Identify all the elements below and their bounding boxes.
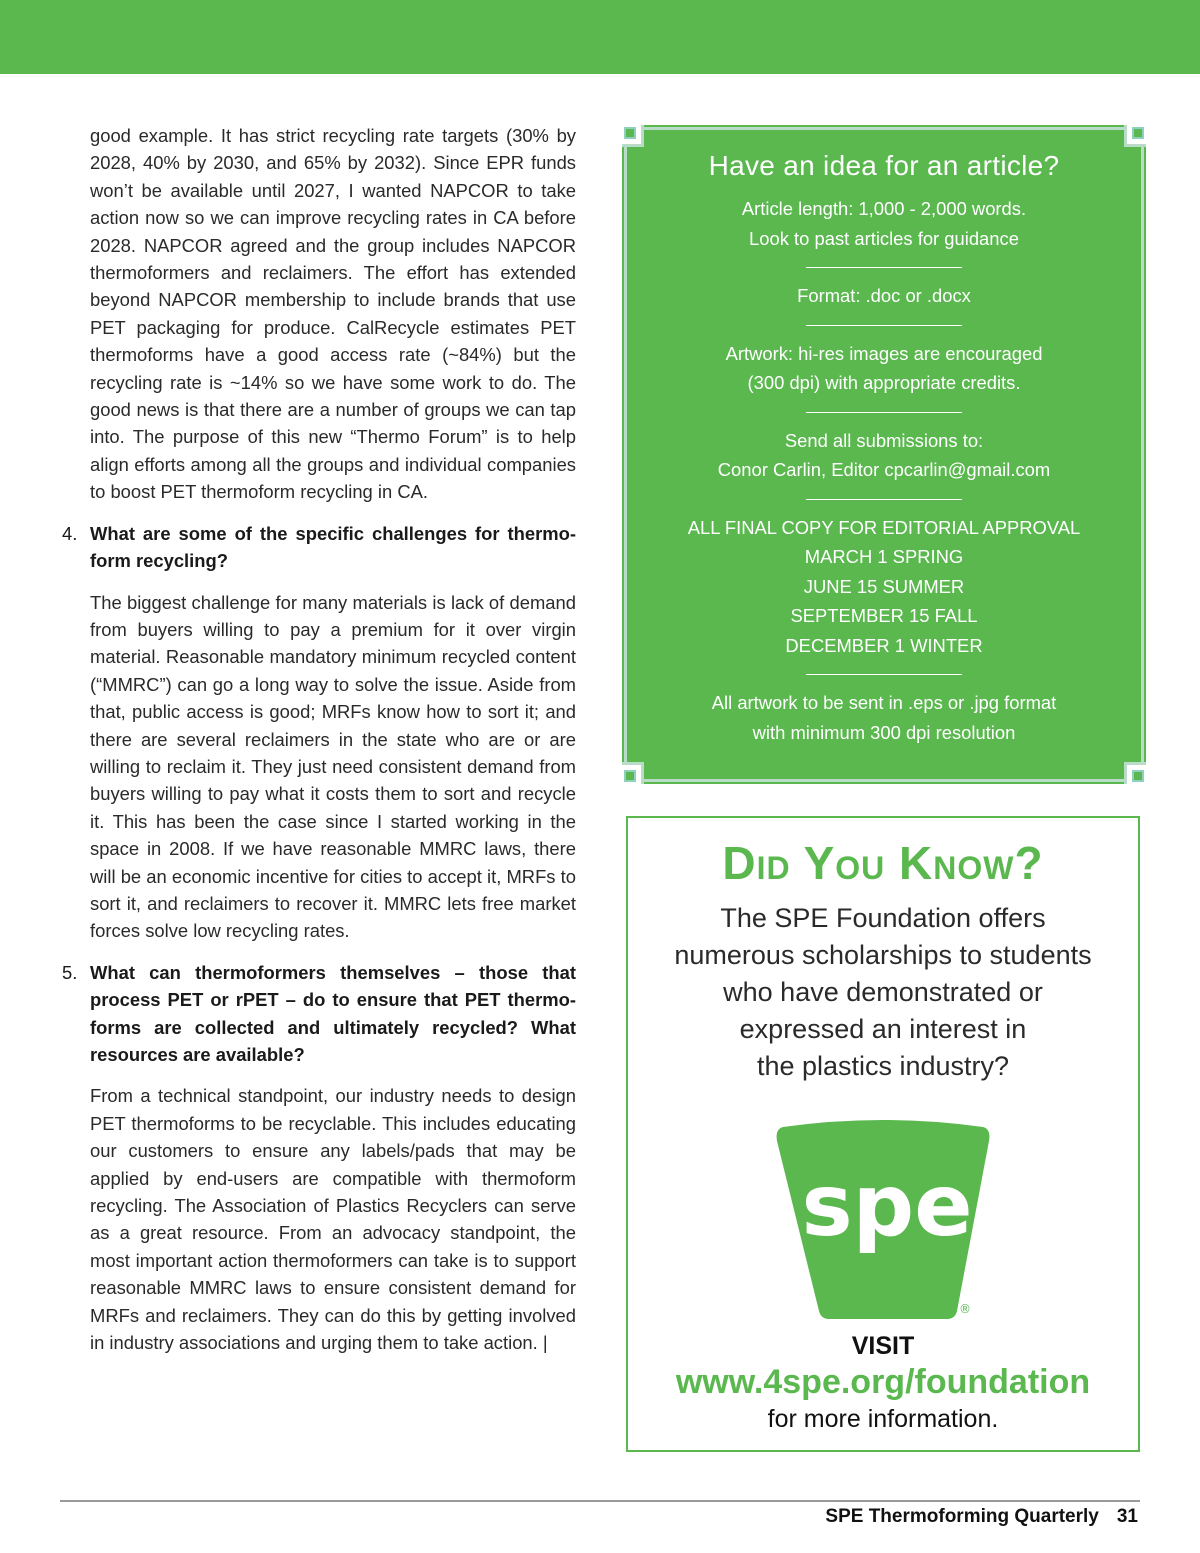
frame-corner-bottom-right [1124,762,1146,784]
article-guidance-line: Look to past articles for guidance [749,227,1019,249]
deadline-fall: SEPTEMBER 15 FALL [790,605,978,626]
body-line: expressed an interest in [739,1014,1027,1044]
question-5-number: 5. [62,961,78,983]
answer-4-paragraph: The biggest challenge for many materials is lack of demand from buyers willing to pay a premium for it over virgin material. Reasonable mandatory minimum recycled content (“MMRC”) can go a long way to solve the issue. Aside from that, public access is good; MRFs know how to sort it; and there are several reclaimers in the state who are or are willing to reclaim it. They just need consistent demand from buyers willing to pay what it costs them to sort and recycle it. This has been the case since I started working in the space in 2008. If we have reasonable MMRC laws, there will be an economic incentive for cities to accept it, MRFs to sort it, and reclaimers to recover it. MMRC lets free market forces solve low recycling rates. [90,591,576,942]
body-line: The SPE Foundation offers [720,903,1046,933]
divider [806,267,962,268]
editor-contact-line: Conor Carlin, Editor cpcarlin@gmail.com [717,459,1051,480]
question-4-text: What are some of the specific challenges for thermoform recycling? [90,522,576,572]
artwork-credits-line: (300 dpi) with appropriate credits. [747,372,1021,393]
divider [806,325,962,326]
article-intro-paragraph: good example. It has strict recycling rate targets (30% by 2028, 40% by 2030, and 65% by 2032). Since EPR funds won’t be available until 2027, I wanted NAPCOR to take action now so we can improve recycling rates in CA before 2028. NAPCOR agreed and the group includes NAPCOR thermoformers and reclaimers. The effort has extended beyond NAPCOR membership to include brands that use PET packaging for produce. CalRecycle estimates PET thermoforms have a good access rate (~84%) but the recycling rate is ~14% so we have some work to do. The good news is that there are a number of groups we can tap into. The purpose of this new “Thermo Forum” is to help align efforts among all the groups and individual companies to boost PET thermoform recycling in CA. [90,125,576,503]
artwork-format-line: All artwork to be sent in .eps or .jpg format [711,692,1057,713]
question-5-text: What can thermoformers themselves – those that process PET or rPET – do to ensure that PET thermoforms are collected and ultimately recycled? What resources are available? [90,961,576,1065]
send-submissions-line: Send all submissions to: [784,429,984,451]
frame-corner-top-right [1124,125,1146,147]
frame-corner-top-left [622,125,644,147]
visit-label: VISIT [851,1332,915,1360]
idea-box-title: Have an idea for an article? [708,150,1060,181]
deadline-winter: DECEMBER 1 WINTER [785,634,983,656]
frame-corner-bottom-left [622,762,644,784]
footer-divider [60,1500,1140,1502]
top-color-bar [0,0,1200,74]
spe-logo-icon [763,1117,1003,1327]
deadline-heading: ALL FINAL COPY FOR EDITORIAL APPROVAL [687,516,1081,538]
foundation-url-link[interactable]: www.4spe.org/foundation [675,1363,1091,1401]
deadline-spring: MARCH 1 SPRING [804,546,964,567]
spe-logo-text: spe [801,1156,973,1256]
question-4-number: 4. [62,522,78,544]
answer-5-paragraph: From a technical standpoint, our industry needs to design PET thermoforms to be recyclable. This includes educating our customers to ensure any labels/pads that may be applied by end-users are compatible with thermoform recycling. The Association of Plastics Recyclers can serve as a great resource. From an advocacy standpoint, the most important action thermoformers can take is to support reasonable MMRC laws to ensure consistent demand for MRFs and reclaimers. They can do this by getting involved in industry associations and urging them to take action. | [90,1085,576,1354]
page-footer [825,1506,1138,1528]
page-number: 31 [1116,1506,1138,1527]
article-length-line: Article length: 1,000 - 2,000 words. [741,198,1027,219]
body-line: numerous scholarships to students [674,940,1092,970]
format-line: Format: .doc or .docx [797,285,971,306]
body-line: the plastics industry? [756,1051,1010,1081]
divider [806,674,962,675]
deadline-summer: JUNE 15 SUMMER [803,575,965,597]
registered-mark: ® [959,1302,971,1316]
body-line: who have demonstrated or [723,977,1043,1007]
question-5 [62,959,576,1069]
did-you-know-title: Did You Know? [722,837,1044,889]
article-idea-callout [624,127,1144,782]
publication-name: SPE Thermoforming Quarterly [825,1506,1099,1527]
divider [806,412,962,413]
did-you-know-body [628,900,1138,1085]
question-4 [62,520,576,575]
article-column [62,122,576,1356]
divider [806,499,962,500]
artwork-line: Artwork: hi-res images are encouraged [725,342,1043,364]
did-you-know-ad [626,816,1140,1452]
more-info-text: for more information. [767,1405,999,1433]
artwork-resolution-line: with minimum 300 dpi resolution [752,721,1016,743]
